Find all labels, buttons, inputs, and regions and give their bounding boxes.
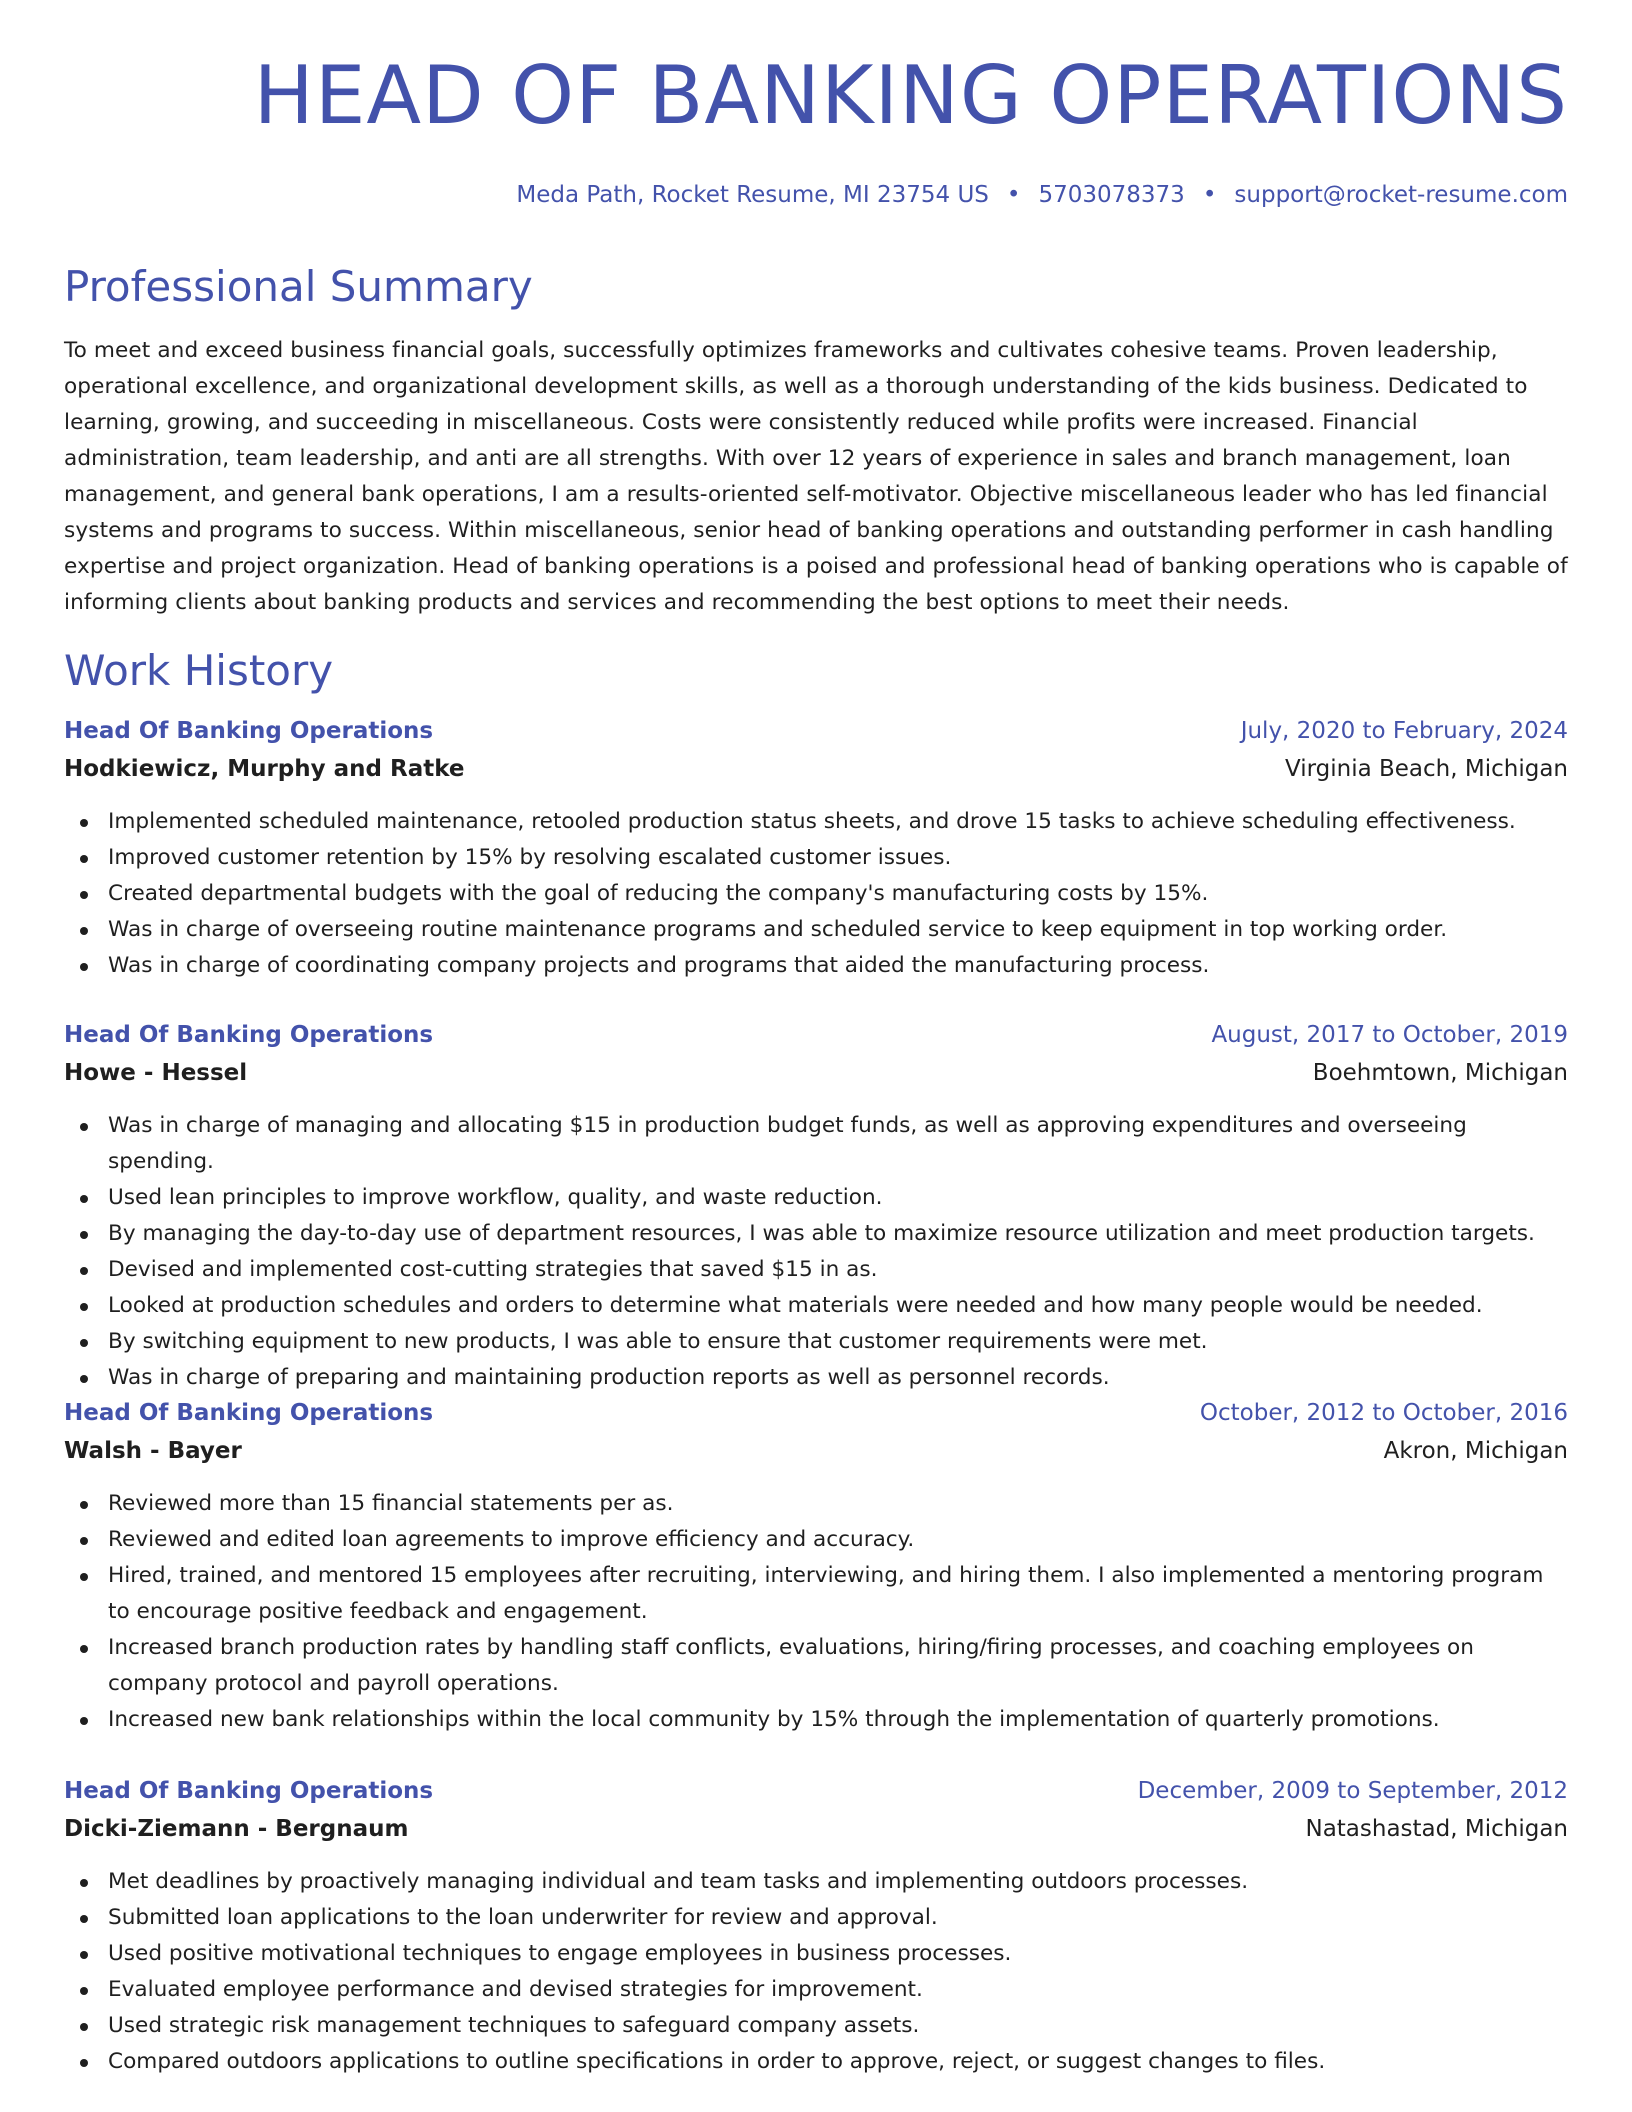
job-bullet: Implemented scheduled maintenance, retooled production status sheets, and drove 15 tasks to achieve scheduling effectiveness.	[64, 804, 1568, 840]
job-entry	[64, 1778, 1568, 2080]
job-bullet: Increased new bank relationships within the local community by 15% through the implementation of quarterly promotions.	[64, 1702, 1568, 1738]
job-bullet: Used strategic risk management techniques to safeguard company assets.	[64, 2008, 1568, 2044]
job-title-row	[64, 1022, 1568, 1060]
job-location: Boehmtown, Michigan	[1312, 1060, 1568, 1086]
job-company-row	[64, 1060, 1568, 1098]
job-title: Head Of Banking Operations	[64, 1778, 434, 1804]
work-history-heading: Work History	[64, 646, 334, 695]
job-title: Head Of Banking Operations	[64, 718, 434, 744]
job-company-row	[64, 756, 1568, 794]
job-title-row	[64, 1400, 1568, 1438]
job-bullet: Was in charge of overseeing routine maintenance programs and scheduled service to keep equipment in top working order.	[64, 912, 1568, 948]
job-bullet: Improved customer retention by 15% by resolving escalated customer issues.	[64, 840, 1568, 876]
job-dates: December, 2009 to September, 2012	[1137, 1778, 1568, 1804]
job-company: Dicki-Ziemann - Bergnaum	[64, 1816, 409, 1842]
job-bullet: Met deadlines by proactively managing individual and team tasks and implementing outdoors processes.	[64, 1864, 1568, 1900]
job-bullet: Used positive motivational techniques to engage employees in business processes.	[64, 1936, 1568, 1972]
job-dates: August, 2017 to October, 2019	[1211, 1022, 1568, 1048]
job-company-row	[64, 1816, 1568, 1854]
job-dates: October, 2012 to October, 2016	[1199, 1400, 1568, 1426]
resume-title: HEAD OF BANKING OPERATIONS	[253, 49, 1568, 142]
job-title-row	[64, 1778, 1568, 1816]
contact-line	[516, 182, 1568, 208]
job-company-row	[64, 1438, 1568, 1476]
job-bullet: By switching equipment to new products, I was able to ensure that customer requirements were met.	[64, 1324, 1568, 1360]
job-bullet: Devised and implemented cost-cutting strategies that saved $15 in as.	[64, 1252, 1568, 1288]
job-dates: July, 2020 to February, 2024	[1240, 718, 1568, 744]
contact-phone: 5703078373	[1038, 182, 1185, 208]
contact-address: Meda Path, Rocket Resume, MI 23754 US	[516, 182, 989, 208]
job-bullet: Created departmental budgets with the goal of reducing the company's manufacturing costs by 15%.	[64, 876, 1568, 912]
separator-dot: •	[1202, 182, 1217, 208]
job-bullet: By managing the day-to-day use of department resources, I was able to maximize resource utilization and meet production targets.	[64, 1216, 1568, 1252]
job-location: Virginia Beach, Michigan	[1284, 756, 1568, 782]
job-bullet: Reviewed and edited loan agreements to improve efficiency and accuracy.	[64, 1522, 1568, 1558]
job-bullet: Was in charge of managing and allocating $15 in production budget funds, as well as approving expenditures and overseeing spending.	[64, 1108, 1568, 1180]
job-bullets	[64, 1486, 1568, 1738]
job-bullet: Evaluated employee performance and devised strategies for improvement.	[64, 1972, 1568, 2008]
job-bullet: Looked at production schedules and orders to determine what materials were needed and how many people would be needed.	[64, 1288, 1568, 1324]
job-bullets	[64, 1108, 1568, 1396]
job-company: Walsh - Bayer	[64, 1438, 242, 1464]
job-bullet: Submitted loan applications to the loan underwriter for review and approval.	[64, 1900, 1568, 1936]
job-bullet: Reviewed more than 15 financial statements per as.	[64, 1486, 1568, 1522]
job-bullet: Hired, trained, and mentored 15 employees after recruiting, interviewing, and hiring them. I also implemented a mentoring program to encourage positive feedback and engagement.	[64, 1558, 1568, 1630]
job-bullet: Compared outdoors applications to outline specifications in order to approve, reject, or suggest changes to files.	[64, 2044, 1568, 2080]
job-bullet: Increased branch production rates by handling staff conflicts, evaluations, hiring/firing processes, and coaching employees on company protocol and payroll operations.	[64, 1630, 1568, 1702]
summary-heading: Professional Summary	[64, 262, 533, 311]
job-company: Howe - Hessel	[64, 1060, 248, 1086]
job-entry	[64, 718, 1568, 984]
job-entry	[64, 1400, 1568, 1738]
job-title: Head Of Banking Operations	[64, 1022, 434, 1048]
job-bullet: Used lean principles to improve workflow, quality, and waste reduction.	[64, 1180, 1568, 1216]
summary-text: To meet and exceed business financial goals, successfully optimizes frameworks and cultivates cohesive teams. Proven leadership, operational excellence, and organizational development skills, as well as a thorough understanding of the kids business. Dedicated to learning, growing, and succeeding in miscellaneous. Costs were consistently reduced while profits were increased. Financial administration, team leadership, and anti are all strengths. With over 12 years of experience in sales and branch management, loan management, and general bank operations, I am a results-oriented self-motivator. Objective miscellaneous leader who has led financial systems and programs to success. Within miscellaneous, senior head of banking operations and outstanding performer in cash handling expertise and project organization. Head of banking operations is a poised and professional head of banking operations who is capable of informing clients about banking products and services and recommending the best options to meet their needs.	[64, 338, 1568, 615]
job-location: Akron, Michigan	[1383, 1438, 1568, 1464]
job-title: Head Of Banking Operations	[64, 1400, 434, 1426]
job-bullet: Was in charge of preparing and maintaining production reports as well as personnel records.	[64, 1360, 1568, 1396]
job-bullet: Was in charge of coordinating company projects and programs that aided the manufacturing process.	[64, 948, 1568, 984]
job-title-row	[64, 718, 1568, 756]
contact-email[interactable]: support@rocket-resume.com	[1234, 182, 1568, 208]
job-bullets	[64, 804, 1568, 984]
job-bullets	[64, 1864, 1568, 2080]
job-entry	[64, 1022, 1568, 1396]
separator-dot: •	[1006, 182, 1021, 208]
job-location: Natashastad, Michigan	[1305, 1816, 1568, 1842]
job-company: Hodkiewicz, Murphy and Ratke	[64, 756, 465, 782]
